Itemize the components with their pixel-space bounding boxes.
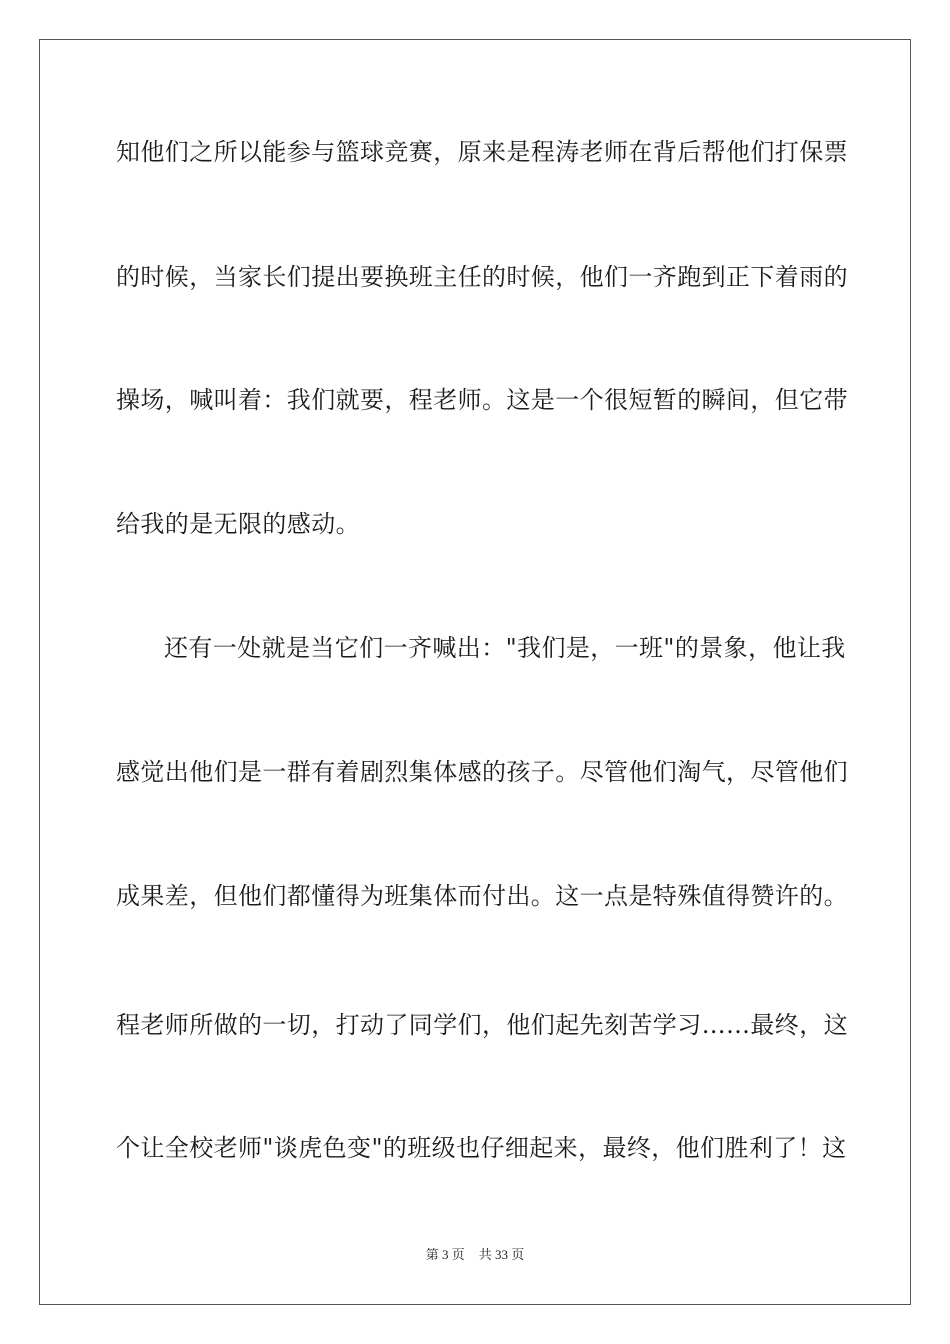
text-line: 操场，喊叫着：我们就要，程老师。这是一个很短暂的瞬间，但它带 (116, 386, 848, 414)
text-line: 感觉出他们是一群有着剧烈集体感的孩子。尽管他们淘气，尽管他们 (116, 758, 848, 786)
page-border (39, 39, 911, 1305)
text-line: 成果差，但他们都懂得为班集体而付出。这一点是特殊值得赞许的。 (116, 882, 848, 910)
text-line: 的时候，当家长们提出要换班主任的时候，他们一齐跑到正下着雨的 (116, 263, 848, 291)
text-line: 给我的是无限的感动。 (116, 510, 360, 538)
page-footer (0, 1247, 950, 1263)
text-line: 知他们之所以能参与篮球竞赛，原来是程涛老师在背后帮他们打保票 (116, 138, 848, 166)
text-line: 程老师所做的一切，打动了同学们，他们起先刻苦学习……最终，这 (116, 1011, 848, 1039)
page-total: 共 33 页 (478, 1247, 525, 1262)
paragraph-first-line: 还有一处就是当它们一齐喊出："我们是，一班"的景象，他让我 (164, 634, 846, 662)
text-line: 个让全校老师"谈虎色变"的班级也仔细起来，最终，他们胜利了！这 (116, 1134, 847, 1162)
page-number: 第 3 页 (425, 1247, 465, 1262)
